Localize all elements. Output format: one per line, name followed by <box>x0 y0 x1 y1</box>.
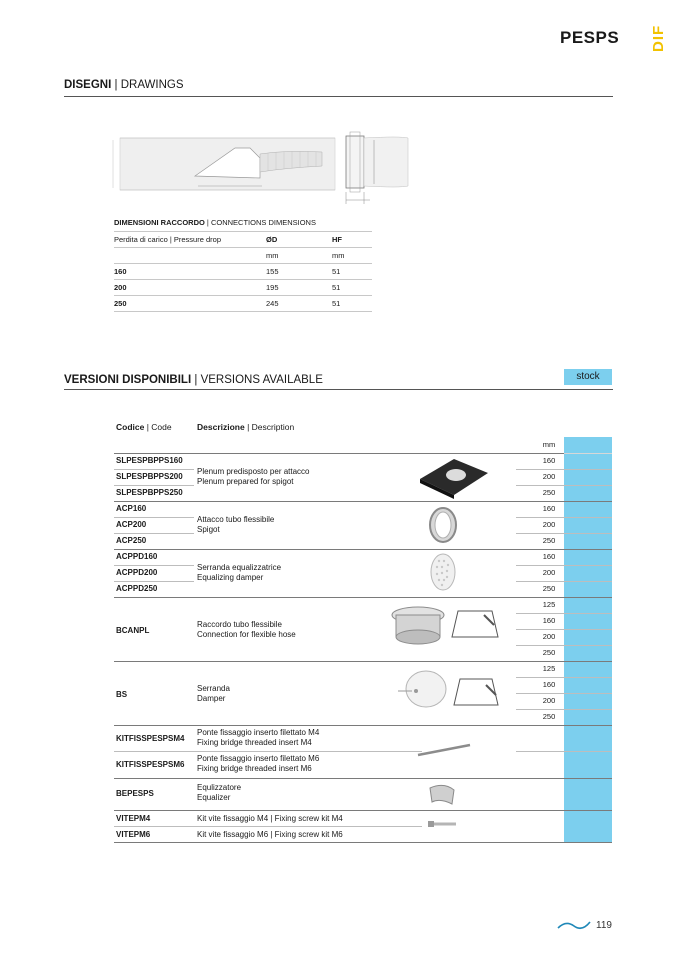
connections-units-row: mm mm <box>114 248 372 264</box>
product-code: KITFISSPESPSM6 <box>116 760 185 769</box>
product-code: BCANPL <box>116 626 150 635</box>
equalizing-damper-icon <box>428 551 458 593</box>
section-tab-label: DIF <box>650 24 667 52</box>
plenum-icon <box>414 455 494 499</box>
col-desc-header: Descrizione | Description <box>197 422 295 432</box>
page-number: 119 <box>596 920 612 931</box>
screw-icon <box>426 819 460 829</box>
spigot-icon <box>426 505 460 545</box>
unit-label: mm <box>542 440 556 449</box>
col-code-header: Codice | Code <box>116 422 172 432</box>
table-divider <box>516 693 612 694</box>
size-value: 200 <box>542 632 556 641</box>
stock-column <box>564 437 612 842</box>
product-description: Equlizzatore Equalizer <box>197 783 242 802</box>
section-tab <box>648 24 678 78</box>
table-divider <box>114 826 422 827</box>
size-value: 250 <box>542 536 556 545</box>
stock-badge: stock <box>564 369 612 385</box>
product-description: Plenum predisposto per attacco Plenum prepared for spigot <box>197 467 310 486</box>
table-divider <box>516 469 612 470</box>
table-divider <box>516 645 612 646</box>
table-divider <box>114 485 194 486</box>
size-value: 125 <box>542 664 556 673</box>
col-hf: HF <box>332 232 372 248</box>
table-divider <box>114 581 194 582</box>
table-divider <box>516 533 612 534</box>
product-description: Ponte fissaggio inserto filettato M6 Fixing bridge threaded insert M6 <box>197 754 320 773</box>
versions-heading: VERSIONI DISPONIBILI | VERSIONS AVAILABLE <box>64 374 323 386</box>
table-divider <box>114 517 194 518</box>
fixing-bridge-icon <box>414 737 474 761</box>
size-value: 250 <box>542 488 556 497</box>
table-row: 160 155 51 <box>114 264 372 280</box>
table-divider <box>114 549 612 550</box>
size-value: 200 <box>542 568 556 577</box>
technical-drawing <box>110 128 410 212</box>
size-value: 160 <box>542 616 556 625</box>
col-diameter: ØD <box>266 232 332 248</box>
table-divider <box>516 517 612 518</box>
product-code: VITEPM4 <box>116 814 151 823</box>
equalizer-icon <box>426 780 458 808</box>
product-code: ACP200 <box>116 520 147 529</box>
table-divider <box>516 485 612 486</box>
table-divider <box>114 501 612 502</box>
size-value: 160 <box>542 504 556 513</box>
pressure-drop-label: Perdita di carico | Pressure drop <box>114 232 266 248</box>
product-description: Serranda Damper <box>197 684 230 703</box>
table-divider <box>516 677 612 678</box>
table-divider <box>114 597 612 598</box>
product-code: ACPPD200 <box>116 568 158 577</box>
table-divider <box>114 725 612 726</box>
size-value: 160 <box>542 456 556 465</box>
table-divider <box>114 469 194 470</box>
size-value: 200 <box>542 696 556 705</box>
size-value: 160 <box>542 552 556 561</box>
table-row: 250 245 51 <box>114 296 372 312</box>
size-value: 200 <box>542 472 556 481</box>
table-divider <box>516 629 612 630</box>
size-value: 160 <box>542 680 556 689</box>
drawings-heading: DISEGNI | DRAWINGS <box>64 79 184 91</box>
table-divider <box>114 810 612 811</box>
product-description: Raccordo tubo flessibile Connection for flexible hose <box>197 620 296 639</box>
size-value: 250 <box>542 584 556 593</box>
product-description: Ponte fissaggio inserto filettato M4 Fixing bridge threaded insert M4 <box>197 728 320 747</box>
product-code: SLPESPBPPS200 <box>116 472 183 481</box>
size-value: 250 <box>542 648 556 657</box>
product-description: Kit vite fissaggio M6 | Fixing screw kit M6 <box>197 830 343 839</box>
table-divider <box>114 565 194 566</box>
product-code: BS <box>116 690 128 699</box>
size-value: 125 <box>542 600 556 609</box>
table-divider <box>114 751 422 752</box>
product-code: SLPESPBPPS250 <box>116 488 183 497</box>
connections-title: DIMENSIONI RACCORDO | CONNECTIONS DIMENSIONS <box>114 218 316 227</box>
table-divider <box>114 661 612 662</box>
table-divider <box>516 709 612 710</box>
table-divider <box>516 565 612 566</box>
product-description: Attacco tubo flessibile Spigot <box>197 515 275 534</box>
product-code: VITEPM6 <box>116 830 151 839</box>
connections-header-row <box>114 232 372 248</box>
table-divider <box>516 751 612 752</box>
product-code: ACPPD160 <box>116 552 158 561</box>
table-divider <box>114 453 612 454</box>
versions-rule <box>64 389 613 390</box>
connections-table <box>114 218 372 312</box>
table-divider <box>564 453 612 454</box>
product-code: BEPESPS <box>116 789 154 798</box>
product-code: SLPESPBPPS160 <box>116 456 183 465</box>
table-divider <box>114 842 612 843</box>
product-description: Serranda equalizzatrice Equalizing damper <box>197 563 282 582</box>
table-divider <box>516 581 612 582</box>
table-row: 200 195 51 <box>114 280 372 296</box>
product-code: KITFISSPESPSM4 <box>116 734 185 743</box>
drawings-rule <box>64 96 613 97</box>
product-description: Kit vite fissaggio M4 | Fixing screw kit M4 <box>197 814 343 823</box>
product-code: ACP250 <box>116 536 147 545</box>
flexible-connection-icon <box>388 601 504 649</box>
table-divider <box>114 533 194 534</box>
table-divider <box>114 778 612 779</box>
table-divider <box>516 613 612 614</box>
page-title: PESPS <box>560 28 620 47</box>
damper-icon <box>392 665 504 713</box>
size-value: 200 <box>542 520 556 529</box>
brand-logo-icon <box>556 918 592 932</box>
product-code: ACPPD250 <box>116 584 158 593</box>
size-value: 250 <box>542 712 556 721</box>
product-code: ACP160 <box>116 504 147 513</box>
